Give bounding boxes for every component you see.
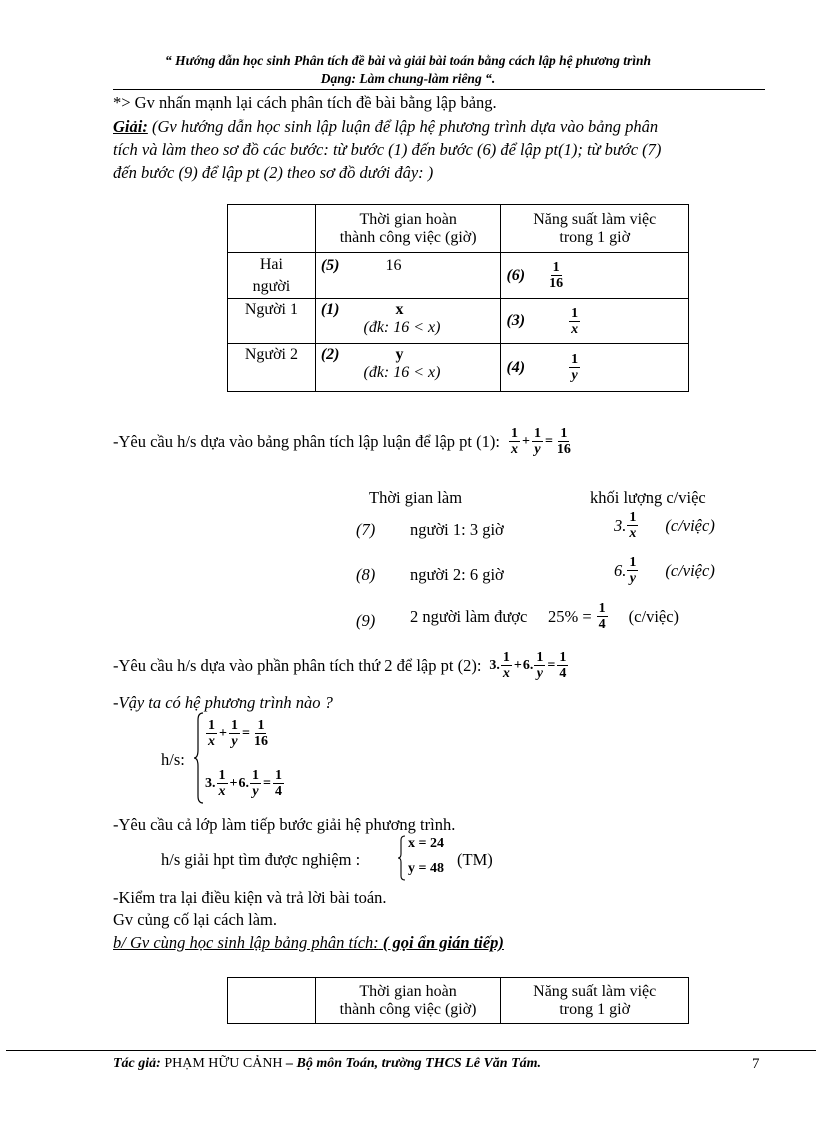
plus-sign: + xyxy=(521,433,530,449)
analysis-value xyxy=(614,510,715,541)
coefficient: 6. xyxy=(614,560,627,580)
analysis-desc: người 1: 3 giờ xyxy=(410,520,504,539)
row-label xyxy=(228,253,316,299)
header-rule xyxy=(113,89,765,90)
author-name: PHẠM HỮU CẢNH xyxy=(164,1056,283,1071)
fraction-denominator: y xyxy=(534,442,541,457)
table-corner-cell xyxy=(228,205,316,253)
time-value: x xyxy=(395,301,404,318)
table-row xyxy=(228,253,689,299)
solve-text: -Yêu cầu cả lớp làm tiếp bước giải hệ phương trình. xyxy=(113,815,456,834)
row-rate-cell xyxy=(501,299,689,344)
solve-hs-text: h/s giải hpt tìm được nghiệm : xyxy=(161,850,361,869)
solution-tm: (TM) xyxy=(457,850,493,869)
head-rate-line2: trong 1 giờ xyxy=(559,1000,631,1018)
fraction-denominator: 4 xyxy=(598,617,606,632)
analysis-table-2 xyxy=(227,977,689,1024)
table-head-time xyxy=(315,205,501,253)
fraction-denominator: y xyxy=(536,666,543,681)
fraction-numerator: 1 xyxy=(510,426,518,441)
row-time-cell xyxy=(315,299,501,344)
author-label: Tác giả: xyxy=(113,1056,165,1071)
fraction-denominator: x xyxy=(629,526,637,541)
head-time-line2: thành công việc (giờ) xyxy=(339,1000,477,1018)
fraction-denominator: x xyxy=(218,784,226,799)
fraction-denominator: y xyxy=(629,571,636,586)
fraction-numerator: 1 xyxy=(629,510,637,525)
author-rest: – Bộ môn Toán, trường THCS Lê Văn Tám. xyxy=(282,1056,542,1071)
check-line1: -Kiểm tra lại điều kiện và trả lời bài toán. xyxy=(113,888,387,907)
step-label: (1) xyxy=(320,301,340,318)
fraction-numerator: 1 xyxy=(560,426,568,441)
fraction-numerator: 1 xyxy=(251,768,259,783)
pt1-equation xyxy=(508,426,574,457)
fraction-numerator: 1 xyxy=(502,650,510,665)
fraction-denominator: 16 xyxy=(549,276,564,291)
solution-x: x = 24 xyxy=(408,836,444,851)
step-label: (3) xyxy=(506,312,526,329)
row-rate-cell xyxy=(501,344,689,392)
pt2-equation xyxy=(489,650,569,681)
fraction-numerator: 1 xyxy=(218,768,226,783)
fraction-numerator: 1 xyxy=(559,650,567,665)
fraction-denominator: y xyxy=(571,368,578,383)
fraction-denominator: 4 xyxy=(559,666,567,681)
fraction-denominator: 4 xyxy=(274,784,282,799)
giai-paragraph-line2: tích và làm theo sơ đồ các bước: từ bước (1) đến bước (6) để lập pt(1); từ bước (7) xyxy=(113,140,662,159)
equals-sign: = xyxy=(262,775,271,791)
giai-text1: (Gv hướng dẫn học sinh lập luận để lập hệ phương trình dựa vào bảng phân xyxy=(147,117,659,136)
plus-sign: + xyxy=(513,657,522,673)
time-value: 16 xyxy=(385,257,402,274)
analysis-step-label: (8) xyxy=(356,565,376,584)
row-label-line1: Hai xyxy=(259,255,283,273)
fraction-denominator: x xyxy=(571,321,579,337)
analysis-table-1 xyxy=(227,204,689,392)
system-question: -Vậy ta có hệ phương trình nào ? xyxy=(113,693,333,712)
equals-sign: = xyxy=(547,657,556,673)
solution-brace xyxy=(397,835,407,881)
coefficient: 6. xyxy=(522,657,534,673)
header-title-line1: “ Hướng dẫn học sinh Phân tích đề bài và giải bài toán bằng cách lập hệ phương trình xyxy=(165,53,651,68)
rate-fraction xyxy=(547,260,565,291)
row-rate-cell xyxy=(501,253,689,299)
coefficient: 3. xyxy=(489,657,500,673)
analysis-step-label: (7) xyxy=(356,520,376,539)
condition-text: (đk: 16 < x) xyxy=(363,319,441,336)
giai-label: Giải: xyxy=(113,117,148,136)
fraction-denominator: 16 xyxy=(253,734,268,749)
footer-author xyxy=(113,1056,541,1072)
giai-paragraph-line1 xyxy=(113,117,658,137)
solution-y: y = 48 xyxy=(408,861,444,876)
pt2-text: -Yêu cầu h/s dựa vào phần phân tích thứ 2 để lập pt (2): xyxy=(113,655,482,675)
coefficient: 6. xyxy=(238,775,249,791)
system-eq1 xyxy=(205,716,271,749)
table-corner-cell xyxy=(228,978,316,1024)
fraction-numerator: 1 xyxy=(533,426,541,441)
head-rate-line1: Năng suất làm việc xyxy=(533,982,657,1000)
unit-label: (c/việc) xyxy=(665,515,715,535)
rate-fraction xyxy=(569,352,580,383)
intro-note: *> Gv nhấn mạnh lại cách phân tích đề bài bằng lập bảng. xyxy=(113,93,497,112)
fraction-numerator: 1 xyxy=(536,650,544,665)
head-time-line1: Thời gian hoàn xyxy=(359,982,457,1000)
coefficient: 3. xyxy=(205,775,216,791)
condition-text: (đk: 16 < x) xyxy=(363,364,441,381)
table-header-row xyxy=(228,978,689,1024)
header-title-line2: Dạng: Làm chung-làm riêng “. xyxy=(320,71,496,86)
step-label: (5) xyxy=(320,257,340,274)
left-brace-icon xyxy=(397,835,407,881)
fraction-numerator: 1 xyxy=(571,352,579,367)
system-brace xyxy=(193,712,205,804)
unit-label: (c/việc) xyxy=(628,606,680,626)
fraction-denominator: y xyxy=(231,734,238,749)
table-row xyxy=(228,344,689,392)
analysis-step-label: (9) xyxy=(356,611,376,630)
row-time-cell xyxy=(315,344,501,392)
fraction-numerator: 1 xyxy=(257,718,265,733)
fraction-denominator: 16 xyxy=(556,442,571,457)
unit-label: (c/việc) xyxy=(665,560,715,580)
head-time-line2: thành công việc (giờ) xyxy=(339,228,477,246)
row-label: Người 1 xyxy=(228,299,316,344)
table-row xyxy=(228,299,689,344)
fraction-numerator: 1 xyxy=(208,718,215,733)
plus-sign: + xyxy=(219,725,227,741)
equals-sign: = xyxy=(241,725,250,741)
table-head-time xyxy=(315,978,501,1024)
equals-sign: = xyxy=(544,433,553,449)
row-time-cell xyxy=(315,253,501,299)
analysis-value xyxy=(410,601,679,632)
row-label-line2: người xyxy=(252,277,291,295)
fraction-numerator: 1 xyxy=(629,555,637,570)
fraction-numerator: 1 xyxy=(571,305,579,321)
pt1-line xyxy=(113,426,574,457)
partb-bold: ( gọi ẩn gián tiếp) xyxy=(378,933,504,952)
table-head-rate xyxy=(501,978,689,1024)
footer-rule xyxy=(6,1050,816,1051)
pt1-text: -Yêu cầu h/s dựa vào bảng phân tích lập luận để lập pt (1): xyxy=(113,431,500,451)
system-eq2 xyxy=(205,768,285,799)
coefficient: 3. xyxy=(614,515,627,535)
head-rate-line2: trong 1 giờ xyxy=(559,228,631,246)
fraction-numerator: 1 xyxy=(274,768,282,783)
pt2-line xyxy=(113,650,569,681)
table-head-rate xyxy=(501,205,689,253)
row-label: Người 2 xyxy=(228,344,316,392)
partb-text: b/ Gv cùng học sinh lập bảng phân tích: xyxy=(113,933,379,952)
fraction-denominator: y xyxy=(252,784,259,799)
check-line2: Gv củng cố lại cách làm. xyxy=(113,910,278,929)
fraction-denominator: x xyxy=(510,442,518,457)
page-number: 7 xyxy=(752,1056,760,1072)
analysis-desc: 2 người làm được 25% = xyxy=(410,606,592,626)
step-label: (4) xyxy=(506,358,526,376)
fraction-numerator: 1 xyxy=(230,718,238,733)
partb-line xyxy=(113,933,504,953)
head-rate-line1: Năng suất làm việc xyxy=(533,210,657,228)
fraction-denominator: x xyxy=(502,666,510,681)
rate-fraction xyxy=(569,306,580,337)
hs-label: h/s: xyxy=(161,750,185,769)
fraction-denominator: x xyxy=(208,734,215,749)
fraction-numerator: 1 xyxy=(552,260,560,275)
step-label: (2) xyxy=(320,346,340,363)
table-header-row xyxy=(228,205,689,253)
plus-sign: + xyxy=(229,775,238,791)
left-brace-icon xyxy=(193,712,205,804)
fraction-numerator: 1 xyxy=(598,601,606,616)
head-time-line1: Thời gian hoàn xyxy=(359,210,457,228)
analysis-head-left: Thời gian làm xyxy=(369,488,463,507)
analysis-value xyxy=(614,555,715,586)
analysis-desc: người 2: 6 giờ xyxy=(410,565,504,584)
giai-paragraph-line3: đến bước (9) để lập pt (2) theo sơ đồ dưới đây: ) xyxy=(113,163,434,182)
analysis-head-right: khối lượng c/việc xyxy=(590,488,706,507)
step-label: (6) xyxy=(506,266,526,284)
time-value: y xyxy=(395,346,404,363)
